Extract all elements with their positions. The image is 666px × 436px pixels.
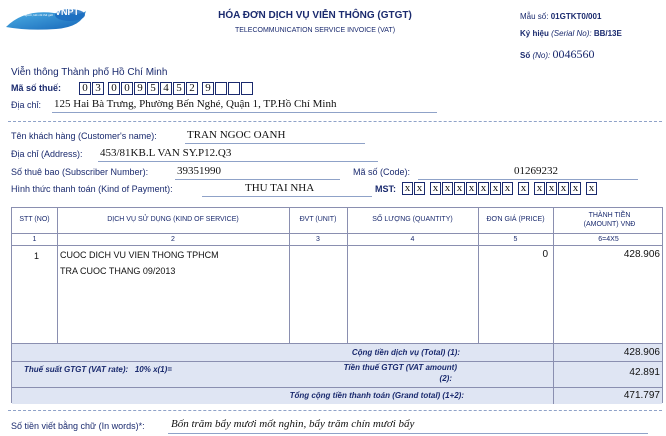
invoice-number: Số (No): 0046560 [520, 47, 595, 61]
grand-total-label: Tổng cộng tiền thanh toán (Grand total) (1+2): [289, 391, 464, 400]
customer-name-label: Tên khách hàng (Customer's name): [11, 131, 157, 141]
seller-address: 125 Hai Bà Trưng, Phường Bến Nghé, Quận 1, TP.Hồ Chí Minh [54, 98, 337, 110]
tax-digit-box: 0 [79, 82, 91, 95]
col-header-no: STT (NO) [19, 216, 50, 223]
col-number-4: 4 [410, 236, 415, 243]
mst-digit-box: x [402, 182, 413, 195]
code-label: Mã số (Code): [353, 167, 411, 177]
invoice-subtitle: TELECOMMUNICATION SERVICE INVOICE (VAT) [234, 27, 396, 34]
tax-digit-box [228, 82, 240, 95]
subscriber-label: Số thuê bao (Subscriber Number): [11, 167, 149, 177]
tax-digit-box: 3 [92, 82, 104, 95]
vat-amount-value: 42.891 [629, 367, 660, 378]
customer-code: 01269232 [514, 165, 558, 177]
tax-digit-box: 0 [108, 82, 120, 95]
mst-digit-box: x [534, 182, 545, 195]
vat-rate-label: Thuế suất GTGT (VAT rate): 10% x(1)= [24, 365, 172, 374]
vat-amount-label-suffix: (2): [439, 374, 452, 383]
tax-digit-box: 5 [147, 82, 159, 95]
invoice-table [11, 207, 663, 403]
seller-name: Viễn thông Thành phố Hồ Chí Minh [11, 67, 168, 78]
customer-address-label: Địa chỉ (Address): [11, 149, 83, 159]
row-price: 0 [542, 249, 548, 260]
grand-total-value: 471.797 [623, 390, 660, 401]
brand-tagline: Kết nối mọi người, kết nối thế giới [8, 13, 54, 17]
customer-address: 453/81KB.L VAN SY.P12.Q3 [100, 147, 232, 159]
mst-digit-box: x [414, 182, 425, 195]
mst-digit-box: x [466, 182, 477, 195]
brand-name: VNPT [55, 7, 80, 17]
vat-amount-label: Tiền thuế GTGT (VAT amount) [343, 363, 457, 372]
mst-digit-box: x [502, 182, 513, 195]
row-no: 1 [34, 251, 40, 261]
payment-method: THU TAI NHA [245, 182, 315, 194]
row-service-line2: TRA CUOC THANG 09/2013 [60, 266, 176, 276]
tax-digit-box: 5 [173, 82, 185, 95]
customer-name: TRAN NGOC OANH [187, 129, 286, 141]
tax-digit-box: 2 [186, 82, 198, 95]
tax-digit-box: 4 [160, 82, 172, 95]
mst-digit-box: x [558, 182, 569, 195]
col-number-1: 1 [32, 236, 37, 243]
form-number: Mẫu số: 01GTKT0/001 [520, 12, 602, 21]
row-service-line1: CUOC DICH VU VIEN THONG TPHCM [60, 250, 219, 260]
col-header-quantity: SỐ LƯỢNG (QUANTITY) [372, 216, 453, 223]
mst-digit-box: x [454, 182, 465, 195]
col-number-6: 6=4X5 [598, 236, 619, 243]
mst-digit-box: x [570, 182, 581, 195]
tax-digit-box: 0 [121, 82, 133, 95]
tax-digit-box [241, 82, 253, 95]
mst-digit-box: x [518, 182, 529, 195]
invoice-title: HÓA ĐƠN DỊCH VỤ VIỄN THÔNG (GTGT) [218, 10, 412, 21]
payment-label: Hình thức thanh toán (Kind of Payment): [11, 184, 173, 194]
col-header-amount: THÀNH TIỀN (AMOUNT) VNĐ [583, 212, 636, 228]
mst-label: MST: [375, 184, 396, 194]
words-value: Bốn trăm bẩy mươi mốt nghìn, bẩy trăm chín mươi bẩy [171, 418, 415, 430]
col-header-unit: ĐVT (UNIT) [299, 216, 337, 223]
serial-number: Ký hiệu (Serial No): BB/13E [520, 29, 622, 38]
tax-digit-box: 9 [202, 82, 214, 95]
tax-digit-box: 9 [134, 82, 146, 95]
row-amount: 428.906 [623, 249, 660, 260]
tax-digit-box [215, 82, 227, 95]
col-number-3: 3 [316, 236, 320, 243]
words-label: Số tiền viết bằng chữ (In words)*: [11, 421, 145, 431]
total-value: 428.906 [623, 347, 660, 358]
mst-digit-box: x [442, 182, 453, 195]
total-label: Cộng tiền dịch vụ (Total) (1): [351, 348, 460, 357]
subscriber-number: 39351990 [177, 165, 221, 177]
col-number-5: 5 [513, 236, 518, 243]
seller-address-label: Địa chỉ: [11, 100, 42, 110]
mst-digit-box: x [430, 182, 441, 195]
mst-digit-box: x [490, 182, 501, 195]
col-number-2: 2 [171, 236, 175, 243]
mst-digit-box: x [546, 182, 557, 195]
mst-digit-box: x [586, 182, 597, 195]
col-header-price: ĐƠN GIÁ (PRICE) [486, 216, 545, 223]
col-header-service: DỊCH VỤ SỬ DỤNG (KIND OF SERVICE) [107, 216, 239, 223]
seller-tax-label: Mã số thuế: [11, 83, 62, 93]
mst-digit-box: x [478, 182, 489, 195]
